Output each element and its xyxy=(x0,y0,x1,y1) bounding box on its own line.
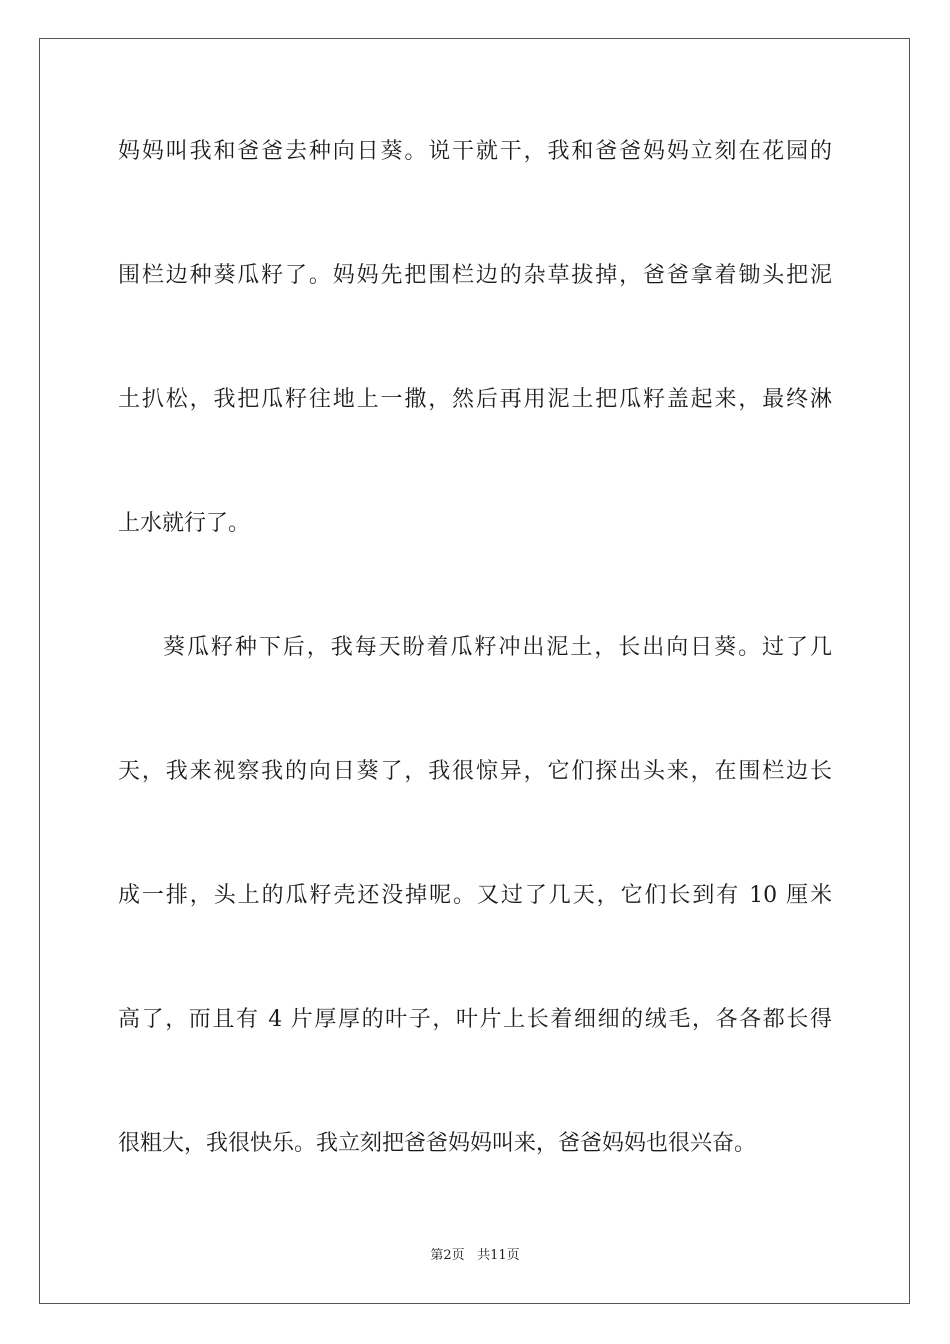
text-line: 葵瓜籽种下后，我每天盼着瓜籽冲出泥土，长出向日葵。过了几 xyxy=(163,635,832,660)
page-border xyxy=(39,38,910,1304)
text-line: 成一排，头上的瓜籽壳还没掉呢。又过了几天，它们长到有 10 厘米 xyxy=(118,883,832,908)
text-line: 高了，而且有 4 片厚厚的叶子，叶片上长着细细的绒毛，各各都长得 xyxy=(118,1007,832,1032)
page-number: 第2页 xyxy=(430,1248,465,1263)
text-line: 土扒松，我把瓜籽往地上一撒，然后再用泥土把瓜籽盖起来，最终淋 xyxy=(118,387,832,412)
text-line: 上水就行了。 xyxy=(118,511,251,536)
text-line: 天，我来视察我的向日葵了，我很惊异，它们探出头来，在围栏边长 xyxy=(118,759,832,784)
text-line: 很粗大，我很快乐。我立刻把爸爸妈妈叫来，爸爸妈妈也很兴奋。 xyxy=(118,1131,757,1156)
page-footer xyxy=(0,1247,950,1265)
text-line: 围栏边种葵瓜籽了。妈妈先把围栏边的杂草拔掉，爸爸拿着锄头把泥 xyxy=(118,263,832,288)
text-line: 妈妈叫我和爸爸去种向日葵。说干就干，我和爸爸妈妈立刻在花园的 xyxy=(118,139,832,164)
page-total: 共11页 xyxy=(477,1248,520,1263)
